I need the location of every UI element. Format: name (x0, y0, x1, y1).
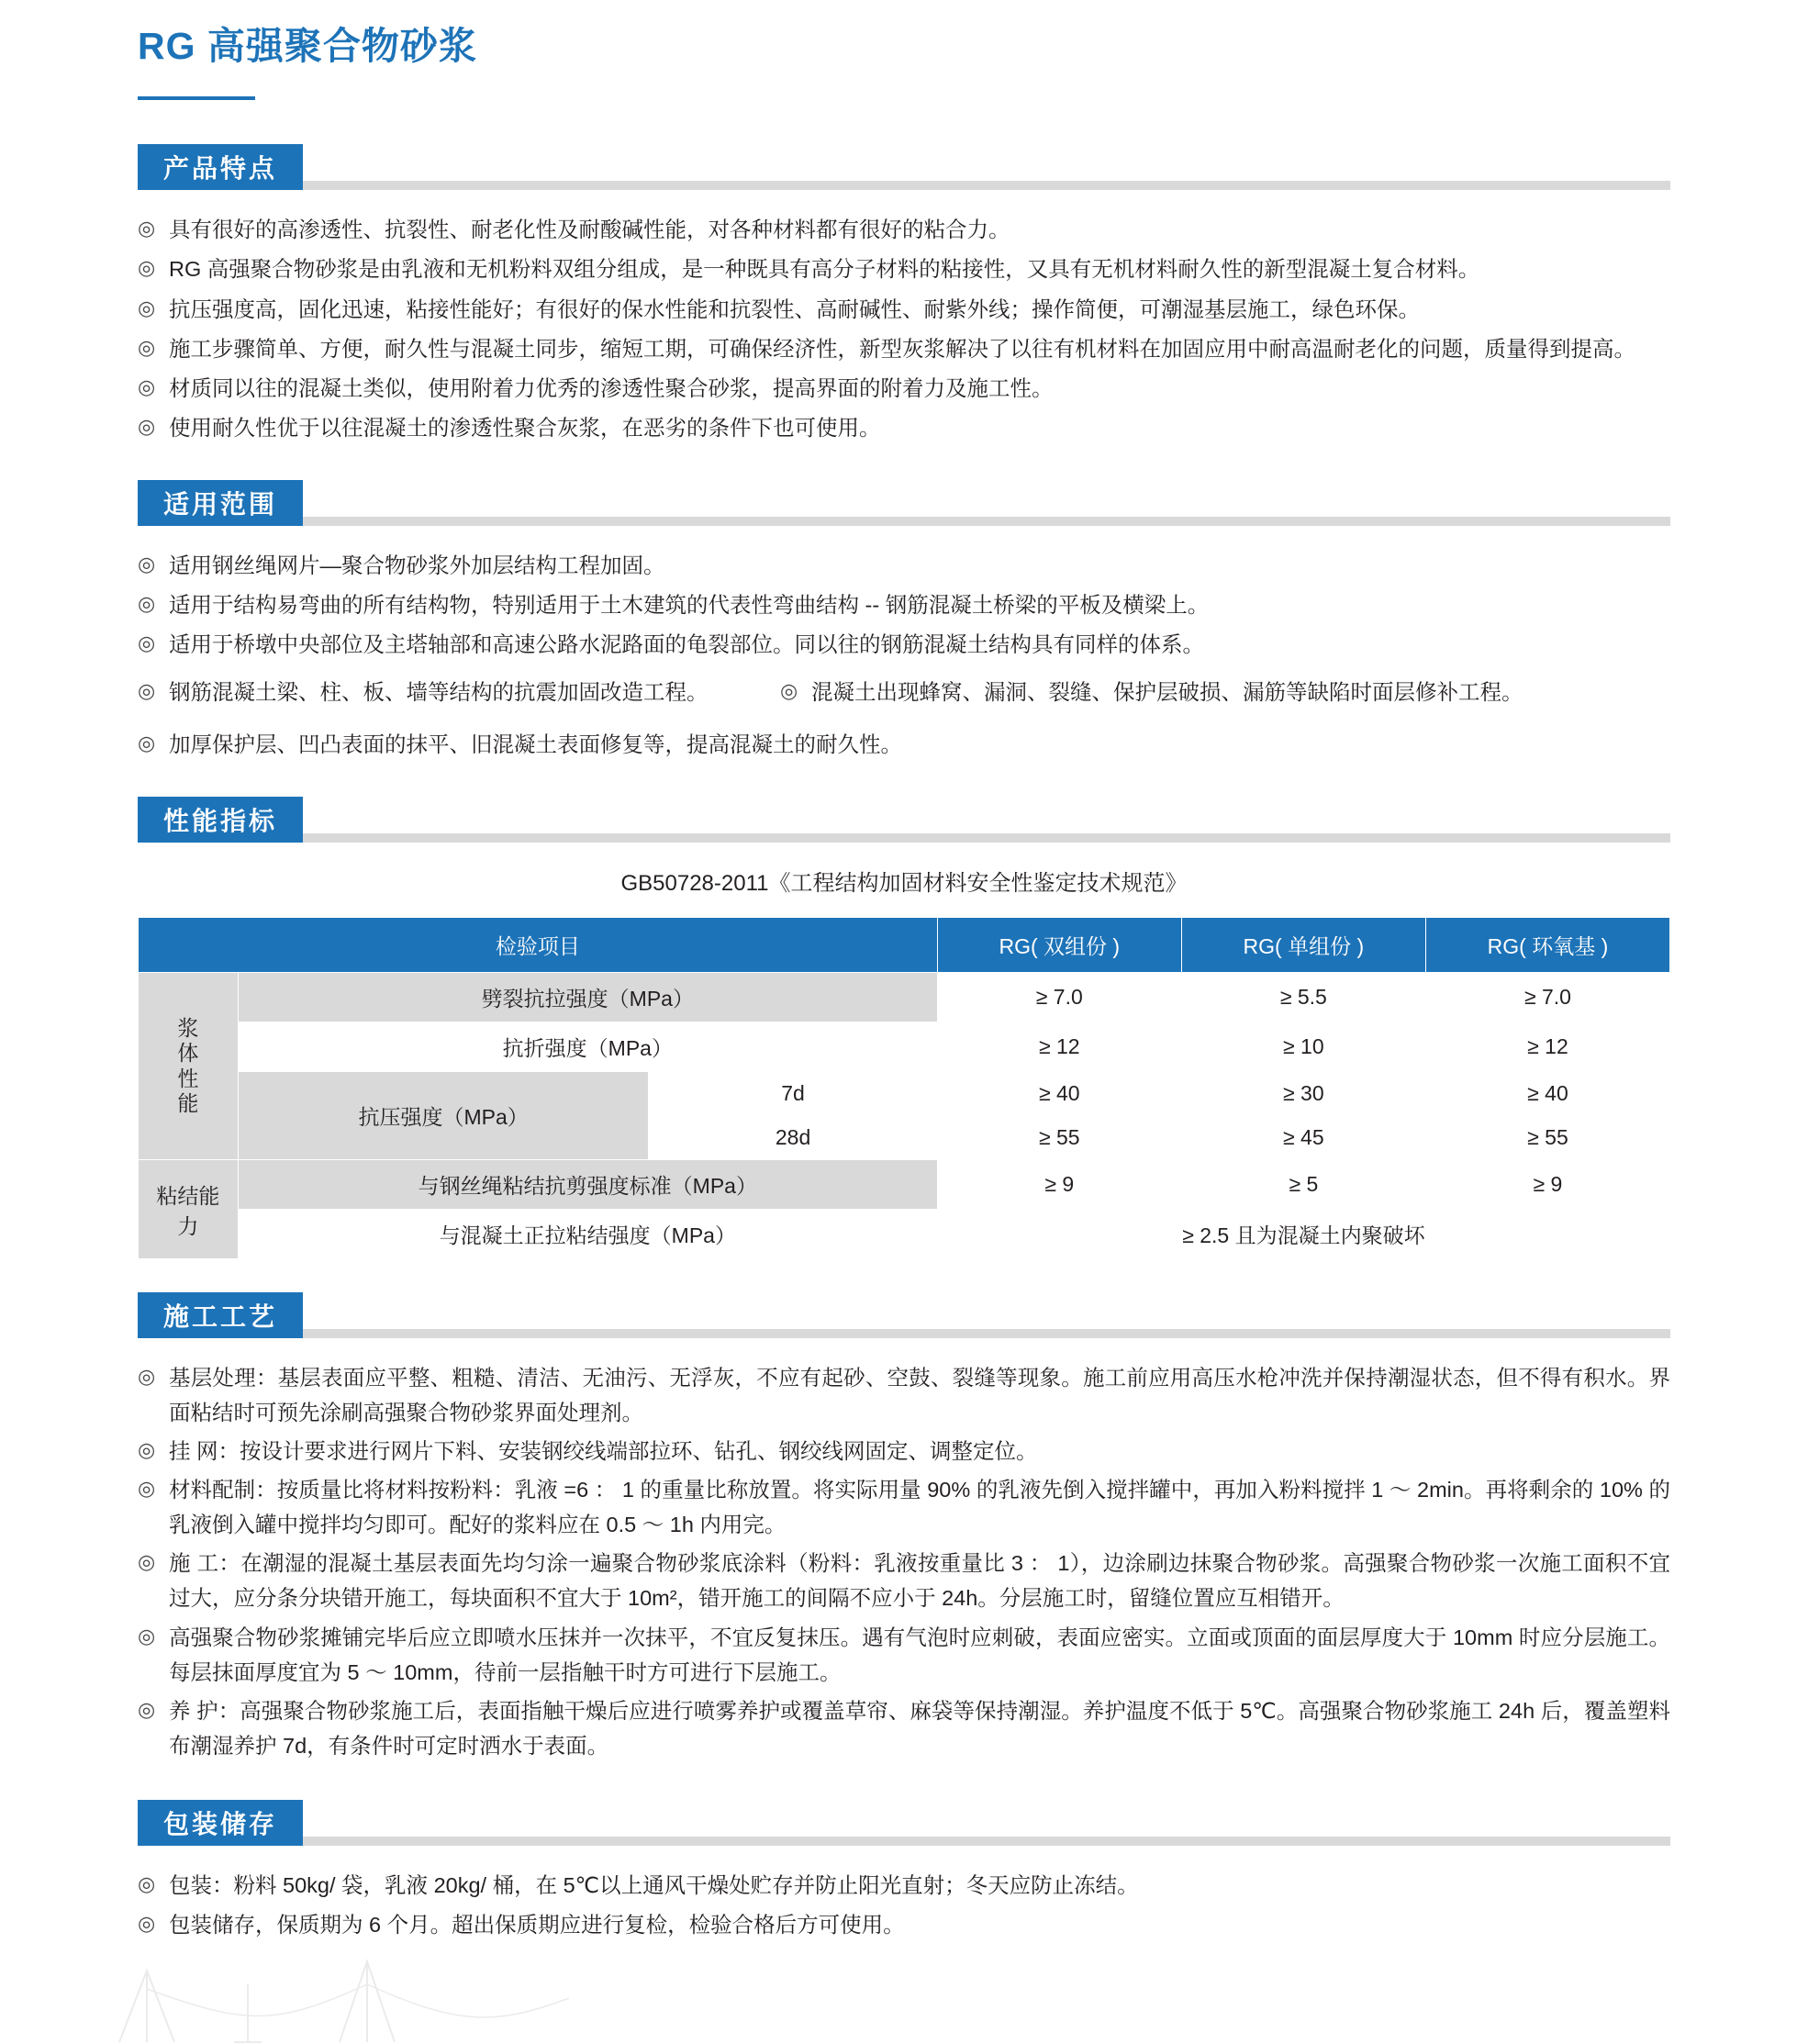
section-header-process (138, 1292, 1670, 1338)
section-header-tail (138, 181, 1670, 190)
table-row (139, 973, 1670, 1022)
table-cell-subitem: 28d (649, 1116, 937, 1160)
list-item: ◎ 混凝土出现蜂窝、漏洞、裂缝、保护层破损、漏筋等缺陷时面层修补工程。 (780, 675, 1670, 709)
list-item: ◎ RG 高强聚合物砂浆是由乳液和无机粉料双组分组成，是一种既具有高分子材料的粘接性，又具有无机材料耐久性的新型混凝土复合材料。 (138, 251, 1670, 286)
table-group-label: 浆 体 性 能 (139, 973, 239, 1160)
section-header-scope (138, 480, 1670, 526)
table-cell-value: ≥ 7.0 (1425, 973, 1669, 1022)
section-header-tail (138, 1837, 1670, 1846)
table-cell-item: 抗折强度（MPa） (238, 1022, 937, 1072)
section-header-tail (138, 1329, 1670, 1338)
list-item: ◎ 具有很好的高渗透性、抗裂性、耐老化性及耐酸碱性能，对各种材料都有很好的粘合力。 (138, 212, 1670, 247)
table-cell-value-merged: ≥ 2.5 且为混凝土内聚破坏 (937, 1210, 1669, 1259)
table-cell-value: ≥ 55 (1425, 1116, 1669, 1160)
table-col-header: 检验项目 (139, 918, 938, 973)
list-item: ◎ 适用于结构易弯曲的所有结构物，特别适用于土木建筑的代表性弯曲结构 -- 钢筋混凝土桥梁的平板及横梁上。 (138, 587, 1670, 622)
list-item: ◎ 施工步骤简单、方便，耐久性与混凝土同步，缩短工期，可确保经济性，新型灰浆解决了以往有机材料在加固应用中耐高温耐老化的问题，质量得到提高。 (138, 331, 1670, 366)
table-cell-value: ≥ 55 (937, 1116, 1181, 1160)
section-title-performance: 性能指标 (163, 807, 278, 836)
packaging-list (138, 1868, 1670, 1942)
table-cell-value: ≥ 30 (1181, 1072, 1425, 1116)
list-item: ◎ 高强聚合物砂浆摊铺完毕后应立即喷水压抹并一次抹平，不宜反复抹压。遇有气泡时应刺破，表面应密实。立面或顶面的面层厚度大于 10mm 时应分层施工。每层抹面厚度宜为 5 ～ 10mm，待前一层指触干时方可进行下层施工。 (138, 1620, 1670, 1690)
section-title-features: 产品特点 (163, 154, 278, 184)
table-col-header: RG( 单组份 ) (1181, 918, 1425, 973)
table-col-header: RG( 双组份 ) (937, 918, 1181, 973)
list-item: ◎ 挂 网：按设计要求进行网片下料、安装钢绞线端部拉环、钻孔、钢绞线网固定、调整定位。 (138, 1434, 1670, 1469)
scope-pair-row (138, 675, 1670, 714)
table-cell-item: 与钢丝绳粘结抗剪强度标准（MPa） (238, 1160, 937, 1210)
section-title-scope: 适用范围 (163, 489, 278, 519)
scope-list-tail (138, 727, 1670, 762)
features-list (138, 212, 1670, 444)
performance-table (138, 917, 1670, 1259)
table-cell-item: 抗压强度（MPa） (238, 1072, 648, 1160)
table-cell-value: ≥ 5.5 (1181, 973, 1425, 1022)
section-header-features (138, 144, 1670, 190)
table-cell-item: 与混凝土正拉粘结强度（MPa） (238, 1210, 937, 1259)
table-cell-value: ≥ 5 (1181, 1160, 1425, 1210)
table-row (139, 1160, 1670, 1210)
list-item: ◎ 材质同以往的混凝土类似，使用附着力优秀的渗透性聚合砂浆，提高界面的附着力及施工性。 (138, 371, 1670, 406)
list-item: ◎ 养 护：高强聚合物砂浆施工后，表面指触干燥后应进行喷雾养护或覆盖草帘、麻袋等保持潮湿。养护温度不低于 5℃。高强聚合物砂浆施工 24h 后，覆盖塑料布潮湿养护 7d，有条件时可定时洒水于表面。 (138, 1693, 1670, 1763)
list-item: ◎ 抗压强度高，固化迅速，粘接性能好；有很好的保水性能和抗裂性、高耐碱性、耐紫外线；操作简便，可潮湿基层施工，绿色环保。 (138, 292, 1670, 327)
table-cell-value: ≥ 12 (1425, 1022, 1669, 1072)
title-underline (138, 96, 255, 100)
section-header-packaging (138, 1800, 1670, 1846)
section-header-tail (138, 833, 1670, 843)
section-title-packaging: 包装储存 (163, 1809, 278, 1838)
table-group-label: 粘结能 力 (139, 1160, 239, 1259)
list-item: ◎ 包装：粉料 50kg/ 袋，乳液 20kg/ 桶，在 5℃以上通风干燥处贮存并防止阳光直射；冬天应防止冻结。 (138, 1868, 1670, 1903)
section-header-bar (138, 1292, 303, 1338)
list-item: ◎ 基层处理：基层表面应平整、粗糙、清洁、无油污、无浮灰，不应有起砂、空鼓、裂缝等现象。施工前应用高压水枪冲洗并保持潮湿状态，但不得有积水。界面粘结时可预先涂刷高强聚合物砂浆界面处理剂。 (138, 1360, 1670, 1430)
table-row (139, 1210, 1670, 1259)
table-cell-subitem: 7d (649, 1072, 937, 1116)
section-header-performance (138, 797, 1670, 843)
list-item: ◎ 钢筋混凝土梁、柱、板、墙等结构的抗震加固改造工程。 (138, 675, 780, 709)
list-item: ◎ 适用钢丝绳网片—聚合物砂浆外加层结构工程加固。 (138, 548, 1670, 583)
list-item: ◎ 施 工：在潮湿的混凝土基层表面先均匀涂一遍聚合物砂浆底涂料（粉料：乳液按重量比 3 ： 1），边涂刷边抹聚合物砂浆。高强聚合物砂浆一次施工面积不宜过大，应分条分块错开施工，每块面积不宜大于 10m²，错开施工的间隔不应小于 24h。分层施工时，留缝位置应互相错开。 (138, 1546, 1670, 1615)
table-caption: GB50728-2011《工程结构加固材料安全性鉴定技术规范》 (620, 871, 1188, 897)
list-item: ◎ 使用耐久性优于以往混凝土的渗透性聚合灰浆，在恶劣的条件下也可使用。 (138, 410, 1670, 445)
list-item: ◎ 加厚保护层、凹凸表面的抹平、旧混凝土表面修复等，提高混凝土的耐久性。 (138, 727, 1670, 762)
bridge-watermark-icon (110, 1934, 587, 2044)
section-header-bar (138, 144, 303, 190)
table-cell-value: ≥ 10 (1181, 1022, 1425, 1072)
table-cell-value: ≥ 40 (937, 1072, 1181, 1116)
table-row (139, 1022, 1670, 1072)
table-cell-value: ≥ 9 (937, 1160, 1181, 1210)
table-cell-value: ≥ 40 (1425, 1072, 1669, 1116)
list-item: ◎ 材料配制：按质量比将材料按粉料：乳液 =6 ： 1 的重量比称放置。将实际用量 90% 的乳液先倒入搅拌罐中，再加入粉料搅拌 1 ～ 2min。再将剩余的 10% 的乳液倒入罐中搅拌均匀即可。配好的浆料应在 0.5 ～ 1h 内用完。 (138, 1472, 1670, 1542)
section-title-process: 施工工艺 (163, 1302, 278, 1332)
table-col-header: RG( 环氧基 ) (1425, 918, 1669, 973)
list-item: ◎ 适用于桥墩中央部位及主塔轴部和高速公路水泥路面的龟裂部位。同以往的钢筋混凝土结构具有同样的体系。 (138, 627, 1670, 662)
scope-list (138, 548, 1670, 662)
section-header-bar (138, 797, 303, 843)
table-cell-value: ≥ 7.0 (937, 973, 1181, 1022)
section-header-bar (138, 480, 303, 526)
section-header-tail (138, 517, 1670, 526)
table-cell-value: ≥ 9 (1425, 1160, 1669, 1210)
process-list (138, 1360, 1670, 1763)
section-header-bar (138, 1800, 303, 1846)
table-cell-value: ≥ 12 (937, 1022, 1181, 1072)
page-title: RG 高强聚合物砂浆 (138, 25, 477, 67)
table-header-row (139, 918, 1670, 973)
table-cell-item: 劈裂抗拉强度（MPa） (238, 973, 937, 1022)
list-item: ◎ 包装储存，保质期为 6 个月。超出保质期应进行复检，检验合格后方可使用。 (138, 1907, 1670, 1942)
table-cell-value: ≥ 45 (1181, 1116, 1425, 1160)
table-row (139, 1072, 1670, 1116)
